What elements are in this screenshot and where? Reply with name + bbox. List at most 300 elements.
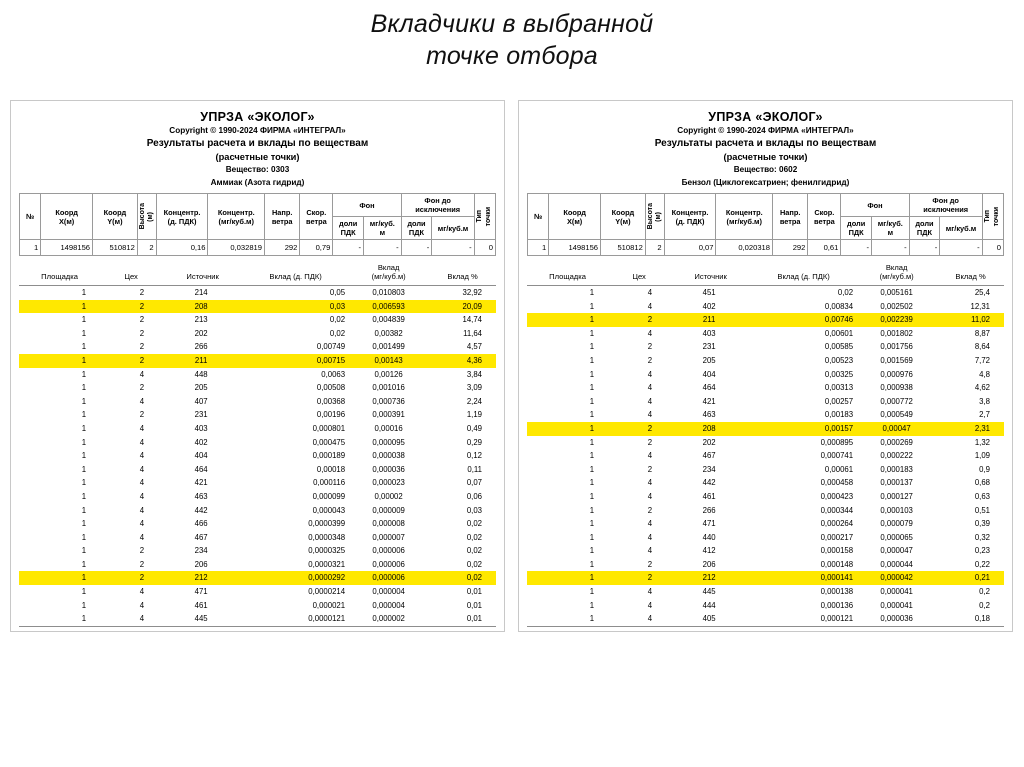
cell-contribution-percent: 0,21 [937, 571, 1004, 585]
cell-contribution-pdk: 0,00313 [824, 383, 854, 393]
col-group-background-excluded: Фон до исключения [401, 194, 474, 217]
table-row[interactable] [19, 571, 496, 585]
page-title-line-2: точке отбора [426, 42, 598, 70]
col-wind-direction: Напр. ветра [773, 194, 808, 240]
cell-contribution-percent: 0,03 [466, 505, 482, 515]
cell-site: 1 [81, 328, 87, 338]
substance-code: Вещество: 0602 [733, 165, 798, 174]
cell-contribution-pdk: 0,000043 [312, 505, 346, 515]
cell-contribution-mg: 0,000004 [372, 587, 405, 597]
cell-shop: 2 [139, 315, 145, 325]
table-row[interactable] [527, 436, 1004, 450]
cell-coord-y: 510812 [93, 240, 138, 256]
cell-source: 464 [702, 383, 716, 393]
cell-site: 1 [81, 559, 87, 569]
cell-bg-mg: - [871, 240, 909, 256]
table-row[interactable] [19, 599, 496, 613]
cell-site: 1 [81, 369, 87, 379]
cell-contribution-percent: 14,74 [462, 315, 482, 325]
cell-contribution-percent: 0,02 [466, 519, 482, 529]
table-row[interactable] [527, 286, 1004, 300]
cell-contribution-mg: 0,00016 [374, 423, 403, 433]
cell-bge-pdk: - [909, 240, 940, 256]
cell-contribution-mg: 0,010803 [372, 288, 405, 297]
table-row[interactable] [527, 340, 1004, 354]
cell-contribution-pdk: 0,00196 [316, 410, 346, 420]
cell-site: 1 [589, 546, 595, 556]
cell-contribution-percent: 8,87 [974, 328, 990, 338]
cell-contribution-mg: 0,000183 [880, 464, 913, 474]
cell-shop: 4 [647, 383, 653, 393]
cell-contribution-pdk: 0,00157 [751, 422, 856, 436]
cell-contribution-pdk: 0,00834 [824, 301, 854, 311]
cell-shop: 2 [647, 437, 653, 447]
cell-contribution-percent: 0,02 [429, 571, 496, 585]
cell-shop: 2 [647, 505, 653, 515]
cell-contribution-mg: 0,000007 [372, 532, 405, 542]
cell-contribution-pdk: 0,00018 [316, 464, 346, 474]
table-row[interactable] [19, 558, 496, 572]
cell-contribution-pdk: 0,000148 [820, 559, 854, 569]
cell-site: 1 [589, 532, 595, 542]
table-row[interactable] [19, 313, 496, 327]
calculation-point-row [20, 240, 496, 256]
cell-shop: 4 [647, 369, 653, 379]
cell-contribution-mg: 0,002239 [856, 313, 937, 327]
cell-contribution-pdk: 0,000121 [751, 612, 856, 626]
contributors-table [527, 262, 1004, 627]
cell-site: 1 [589, 587, 595, 597]
cell-contribution-mg: 0,001756 [880, 342, 913, 352]
cell-site: 1 [81, 437, 87, 447]
cell-source: 448 [194, 369, 208, 379]
cell-contribution-percent: 11,64 [463, 328, 482, 338]
table-row[interactable] [527, 395, 1004, 409]
cell-site: 1 [589, 301, 595, 311]
cell-site: 1 [589, 505, 595, 515]
cell-site: 1 [81, 464, 87, 474]
cell-contribution-mg: 0,001016 [372, 383, 405, 393]
cell-contribution-mg: 0,001569 [880, 355, 913, 365]
table-row[interactable] [19, 395, 496, 409]
table-row[interactable] [527, 463, 1004, 477]
substance-code: Вещество: 0303 [225, 165, 290, 174]
cell-site: 1 [81, 396, 87, 406]
cell-contribution-percent: 1,09 [974, 451, 990, 461]
col-group-background: Фон [333, 194, 401, 217]
cell-shop: 4 [139, 505, 145, 515]
contrib-col-contribution-pdk: Вклад (д. ПДК) [751, 262, 856, 286]
cell-contribution-percent: 0,39 [974, 519, 990, 529]
cell-contribution-pdk: 0,00523 [824, 355, 854, 365]
cell-shop: 2 [139, 546, 145, 556]
table-row[interactable] [527, 544, 1004, 558]
col-number: № [528, 194, 549, 240]
cell-site: 1 [81, 451, 87, 461]
cell-source: 212 [670, 571, 751, 585]
cell-site: 1 [589, 478, 595, 488]
cell-source: 403 [194, 423, 208, 433]
table-row[interactable] [527, 354, 1004, 368]
cell-site: 1 [589, 451, 595, 461]
cell-conc-mg: 0,020318 [716, 240, 773, 256]
cell-shop: 2 [608, 313, 670, 327]
cell-source: 212 [162, 571, 243, 585]
cell-site: 1 [589, 410, 595, 420]
cell-contribution-pdk: 0,000116 [313, 478, 346, 488]
cell-contribution-percent: 0,02 [466, 559, 482, 569]
cell-contribution-percent: 0,01 [466, 587, 482, 597]
cell-wind-spd: 0,79 [300, 240, 333, 256]
cell-contribution-pdk: 0,00368 [316, 396, 346, 406]
cell-contribution-percent: 2,24 [466, 396, 482, 406]
cell-contribution-mg: 0,000041 [880, 600, 913, 610]
cell-contribution-mg: 0,000095 [372, 437, 405, 447]
cell-site: 1 [81, 519, 87, 529]
cell-shop: 4 [139, 423, 145, 433]
table-row[interactable] [527, 327, 1004, 341]
cell-shop: 4 [647, 587, 653, 597]
cell-contribution-percent: 0,18 [937, 612, 1004, 626]
table-row[interactable] [19, 368, 496, 382]
cell-contribution-percent: 0,01 [429, 612, 496, 626]
cell-contribution-pdk: 0,000264 [820, 519, 854, 529]
table-row[interactable] [527, 449, 1004, 463]
cell-shop: 2 [647, 559, 653, 569]
cell-shop: 4 [647, 519, 653, 529]
cell-source: 202 [194, 328, 208, 338]
cell-contribution-pdk: 0,0000214 [308, 587, 346, 597]
table-row[interactable] [19, 531, 496, 545]
cell-contribution-mg: 0,000269 [880, 437, 913, 447]
table-row[interactable] [527, 381, 1004, 395]
cell-shop: 4 [139, 587, 145, 597]
cell-shop: 4 [139, 396, 145, 406]
cell-source: 205 [702, 355, 716, 365]
cell-contribution-percent: 0,22 [974, 559, 990, 569]
table-row[interactable] [527, 504, 1004, 518]
cell-source: 404 [702, 369, 716, 379]
calculation-point-table [527, 193, 1004, 256]
cell-contribution-percent: 0,2 [979, 587, 990, 597]
cell-shop: 4 [647, 532, 653, 542]
cell-site: 1 [19, 300, 100, 314]
contrib-col-site: Площадка [527, 262, 608, 286]
table-row[interactable] [19, 408, 496, 422]
cell-source: 206 [194, 559, 208, 569]
cell-shop: 4 [647, 301, 653, 311]
table-row[interactable] [527, 368, 1004, 382]
table-row[interactable] [19, 436, 496, 450]
cell-contribution-pdk: 0,00508 [316, 383, 346, 393]
table-row[interactable] [19, 286, 496, 300]
substance-name: Аммиак (Азота гидрид) [210, 178, 305, 187]
cell-contribution-pdk: 0,0000399 [308, 519, 346, 529]
cell-source: 211 [162, 354, 243, 368]
cell-contribution-percent: 4,57 [466, 342, 482, 352]
col-wind-speed: Скор. ветра [808, 194, 841, 240]
cell-contribution-percent: 0,49 [466, 423, 482, 433]
cell-contribution-percent: 11,02 [937, 313, 1004, 327]
cell-source: 461 [194, 600, 208, 610]
program-title: УПРЗА «ЭКОЛОГ» [200, 110, 315, 124]
cell-contribution-mg: 0,000222 [880, 451, 913, 461]
cell-shop: 2 [647, 342, 653, 352]
col-point-type: Тип точки [474, 194, 495, 240]
cell-source: 403 [702, 328, 716, 338]
cell-contribution-pdk: 0,000136 [820, 600, 854, 610]
cell-coord-x: 1498156 [549, 240, 601, 256]
cell-source: 467 [194, 532, 208, 542]
table-row[interactable] [527, 313, 1004, 327]
cell-contribution-percent: 1,32 [974, 437, 990, 447]
table-row[interactable] [19, 354, 496, 368]
cell-shop: 4 [139, 600, 145, 610]
col-conc-pdk: Концентр. (д. ПДК) [156, 194, 208, 240]
cell-site: 1 [19, 571, 100, 585]
cell-site: 1 [527, 422, 608, 436]
cell-contribution-pdk: 0,000138 [820, 587, 854, 597]
table-row[interactable] [527, 599, 1004, 613]
cell-contribution-mg: 0,002502 [880, 301, 913, 311]
cell-source: 266 [702, 505, 716, 515]
cell-contribution-percent: 0,68 [974, 478, 990, 488]
cell-contribution-mg: 0,000009 [372, 505, 405, 515]
cell-site: 1 [527, 313, 608, 327]
copyright-line: Copyright © 1990-2024 ФИРМА «ИНТЕГРАЛ» [677, 126, 854, 135]
cell-contribution-mg: 0,00382 [374, 328, 403, 338]
cell-source: 463 [702, 410, 716, 420]
cell-shop: 4 [139, 519, 145, 529]
cell-contribution-pdk: 0,0000292 [243, 571, 348, 585]
cell-site: 1 [589, 342, 595, 352]
cell-contribution-percent: 0,23 [974, 546, 990, 556]
col-height: Высота (м) [137, 194, 156, 240]
cell-contribution-pdk: 0,00585 [824, 342, 854, 352]
table-row[interactable] [527, 571, 1004, 585]
cell-shop: 2 [608, 422, 670, 436]
report-subtitle: Результаты расчета и вклады по веществам [654, 138, 877, 149]
col-bg-mg: мг/куб. м [871, 217, 909, 240]
cell-conc-mg: 0,032819 [208, 240, 265, 256]
table-row[interactable] [527, 585, 1004, 599]
cell-contribution-pdk: 0,000801 [312, 423, 346, 433]
table-row[interactable] [19, 381, 496, 395]
table-row[interactable] [527, 490, 1004, 504]
cell-source: 405 [670, 612, 751, 626]
col-conc-mg: Концентр. (мг/куб.м) [716, 194, 773, 240]
table-row[interactable] [19, 327, 496, 341]
cell-shop: 4 [647, 600, 653, 610]
cell-contribution-mg: 0,001802 [880, 328, 913, 338]
cell-site: 1 [81, 410, 87, 420]
cell-source: 471 [702, 519, 716, 529]
cell-source: 234 [702, 464, 716, 474]
cell-shop: 2 [647, 464, 653, 474]
cell-contribution-pdk: 0,0000121 [243, 612, 348, 626]
cell-site: 1 [81, 383, 87, 393]
cell-contribution-pdk: 0,02 [329, 315, 346, 325]
table-row[interactable] [527, 612, 1004, 626]
cell-contribution-percent: 7,72 [974, 355, 990, 365]
cell-source: 206 [702, 559, 716, 569]
cell-site: 1 [81, 546, 87, 556]
cell-source: 402 [702, 301, 716, 311]
cell-conc-pdk: 0,16 [156, 240, 208, 256]
cell-shop: 2 [139, 559, 145, 569]
cell-source: 208 [162, 300, 243, 314]
cell-contribution-mg: 0,000023 [372, 478, 405, 488]
cell-contribution-mg: 0,000006 [372, 546, 405, 556]
table-row[interactable] [527, 531, 1004, 545]
cell-contribution-percent: 0,63 [974, 491, 990, 501]
cell-contribution-mg: 0,00002 [374, 491, 403, 501]
cell-contribution-pdk: 0,000141 [751, 571, 856, 585]
cell-source: 461 [702, 491, 716, 501]
table-row[interactable] [527, 517, 1004, 531]
table-row[interactable] [19, 490, 496, 504]
cell-contribution-pdk: 0,00325 [824, 369, 854, 379]
cell-contribution-mg: 0,000391 [372, 410, 405, 420]
cell-contribution-percent: 0,9 [979, 464, 990, 474]
cell-contribution-percent: 0,07 [466, 478, 482, 488]
cell-source: 421 [194, 478, 208, 488]
cell-contribution-mg: 0,004839 [372, 315, 405, 325]
cell-point-type: 0 [474, 240, 495, 256]
cell-contribution-percent: 4,8 [979, 369, 990, 379]
substance-name: Бензол (Циклогексатриен; фенилгидрид) [681, 178, 850, 187]
cell-shop: 4 [647, 546, 653, 556]
cell-contribution-pdk: 0,00257 [824, 396, 854, 406]
cell-coord-y: 510812 [601, 240, 646, 256]
table-row[interactable] [19, 517, 496, 531]
cell-contribution-mg: 0,001499 [372, 342, 405, 352]
cell-shop: 2 [608, 571, 670, 585]
table-row[interactable] [19, 585, 496, 599]
cell-site: 1 [589, 288, 595, 297]
copyright-line: Copyright © 1990-2024 ФИРМА «ИНТЕГРАЛ» [169, 126, 346, 135]
cell-source: 445 [162, 612, 243, 626]
cell-shop: 2 [139, 328, 145, 338]
cell-contribution-mg: 0,000036 [856, 612, 937, 626]
report-panels [10, 100, 1014, 632]
table-row[interactable] [19, 476, 496, 490]
cell-source: 466 [194, 519, 208, 529]
cell-site: 1 [81, 505, 87, 515]
cell-contribution-percent: 3,84 [466, 369, 482, 379]
report-subtitle: Результаты расчета и вклады по веществам [146, 138, 369, 149]
cell-bge-mg: - [432, 240, 474, 256]
table-row[interactable] [19, 612, 496, 626]
cell-site: 1 [81, 342, 87, 352]
cell-contribution-mg: 0,000549 [880, 410, 913, 420]
cell-wind-spd: 0,61 [808, 240, 841, 256]
cell-shop: 4 [139, 478, 145, 488]
cell-shop: 4 [139, 437, 145, 447]
table-row[interactable] [527, 300, 1004, 314]
cell-coord-x: 1498156 [41, 240, 93, 256]
cell-contribution-percent: 2,7 [979, 410, 990, 420]
cell-conc-pdk: 0,07 [664, 240, 716, 256]
cell-shop: 2 [139, 288, 145, 297]
table-row[interactable] [19, 463, 496, 477]
contrib-col-contribution-pdk: Вклад (д. ПДК) [243, 262, 348, 286]
cell-shop: 4 [647, 478, 653, 488]
col-group-background-excluded: Фон до исключения [909, 194, 982, 217]
cell-contribution-mg: 0,000127 [880, 491, 913, 501]
cell-contribution-mg: 0,000976 [880, 369, 913, 379]
cell-contribution-percent: 12,31 [970, 301, 990, 311]
cell-source: 404 [194, 451, 208, 461]
cell-source: 445 [702, 587, 716, 597]
cell-contribution-mg: 0,000137 [880, 478, 913, 488]
table-row[interactable] [19, 544, 496, 558]
cell-shop: 2 [100, 571, 162, 585]
cell-shop: 4 [139, 369, 145, 379]
cell-num: 1 [20, 240, 41, 256]
cell-contribution-percent: 3,09 [466, 383, 482, 393]
cell-shop: 2 [647, 355, 653, 365]
cell-contribution-mg: 0,000006 [348, 571, 429, 585]
cell-source: 471 [194, 587, 208, 597]
cell-site: 1 [589, 491, 595, 501]
cell-contribution-mg: 0,00047 [856, 422, 937, 436]
contrib-col-shop: Цех [608, 262, 670, 286]
contrib-col-shop: Цех [100, 262, 162, 286]
table-row[interactable] [19, 300, 496, 314]
table-row[interactable] [19, 449, 496, 463]
cell-bge-mg: - [940, 240, 982, 256]
cell-shop: 2 [139, 342, 145, 352]
cell-contribution-percent: 0,12 [466, 451, 482, 461]
cell-contribution-mg: 0,000079 [880, 519, 913, 529]
table-row[interactable] [527, 422, 1004, 436]
cell-contribution-mg: 0,000038 [372, 451, 405, 461]
table-row[interactable] [527, 558, 1004, 572]
report-panel-2 [518, 100, 1013, 632]
cell-shop: 2 [139, 383, 145, 393]
cell-contribution-mg: 0,000041 [880, 587, 913, 597]
contrib-col-contribution-mg: Вклад (мг/куб.м) [348, 262, 429, 286]
cell-shop: 2 [100, 300, 162, 314]
cell-source: 467 [702, 451, 716, 461]
cell-shop: 4 [608, 612, 670, 626]
cell-contribution-percent: 0,32 [974, 532, 990, 542]
cell-source: 213 [194, 315, 208, 325]
cell-contribution-pdk: 0,0000348 [308, 532, 346, 542]
table-row[interactable] [19, 340, 496, 354]
cell-source: 442 [702, 478, 716, 488]
table-row[interactable] [19, 504, 496, 518]
table-row[interactable] [19, 422, 496, 436]
cell-contribution-percent: 4,36 [429, 354, 496, 368]
cell-site: 1 [81, 600, 87, 610]
cell-contribution-mg: 0,005161 [880, 288, 913, 297]
cell-contribution-pdk: 0,000158 [820, 546, 854, 556]
col-point-type: Тип точки [982, 194, 1003, 240]
cell-contribution-mg: 0,000008 [372, 519, 405, 529]
program-title: УПРЗА «ЭКОЛОГ» [708, 110, 823, 124]
table-row[interactable] [527, 476, 1004, 490]
cell-site: 1 [527, 571, 608, 585]
col-coord-y: Коорд Y(м) [601, 194, 646, 240]
cell-contribution-pdk: 0,00601 [824, 328, 854, 338]
report-panel-1 [10, 100, 505, 632]
cell-height: 2 [137, 240, 156, 256]
cell-shop: 4 [139, 451, 145, 461]
col-bge-share-pdk: доли ПДК [909, 217, 940, 240]
table-row[interactable] [527, 408, 1004, 422]
